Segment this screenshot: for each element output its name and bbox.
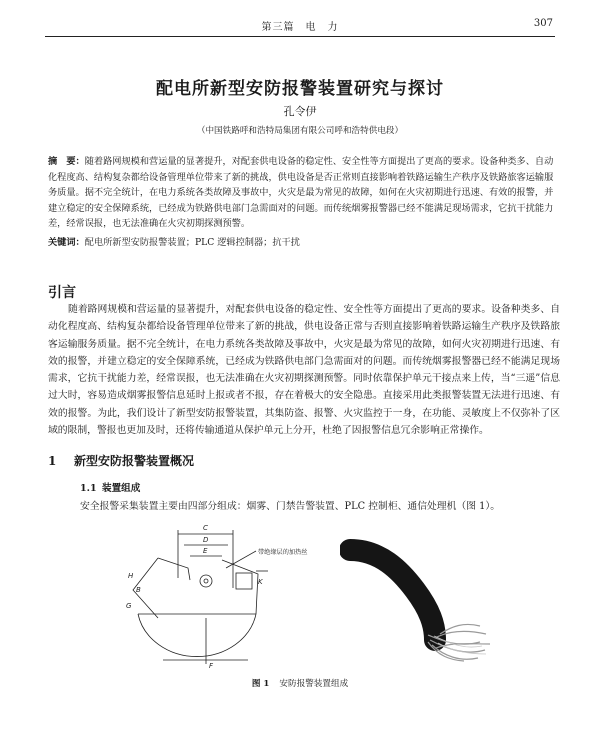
abstract-text: 随着路网规模和营运量的显著提升，对配套供电设备的稳定性、安全性等方面提出了更高的要求。设备种类多、自动化程度高、结构复杂都给设备管理单位带来了新的挑战，供电设备是否正常则直接影响着铁路运输生产秩序及铁路旅客运输服务质量。据不完全统计，在电力系统各类故障及事故中，火灾是最为常见的故障，如何在火灾初期进行迅速、有效的报警，并建立稳定的安全保障系统，已经成为铁路供电部门急需面对的问题。而传统烟雾报警器已经不能满足现场需求，它抗干扰能力差，经常误报，也无法准确在火灾初期探测预警。 xyxy=(48,156,554,230)
author-name: 孔令伊 xyxy=(283,105,317,118)
dim-label-c: C xyxy=(203,524,208,532)
section-1-number: 1 xyxy=(48,454,57,468)
dim-label-e: E xyxy=(203,547,208,555)
callout-leader xyxy=(226,551,256,568)
intro-heading: 引言 xyxy=(48,285,76,301)
dim-label-k: K xyxy=(258,578,263,586)
paper-title: 配电所新型安防报警装置研究与探讨 xyxy=(156,79,444,99)
page-number: 307 xyxy=(533,18,553,29)
header-section-label: 第三篇 电 力 xyxy=(261,22,339,33)
dim-label-g: G xyxy=(126,602,132,610)
heating-wire-callout: 带绝缘层的加热丝 xyxy=(258,549,308,556)
subsection-1-1-title: 装置组成 xyxy=(102,483,141,494)
center-pin xyxy=(200,575,212,587)
heating-cable-image xyxy=(340,530,495,665)
section-1-heading xyxy=(48,452,194,469)
keywords xyxy=(48,234,556,248)
right-shoulder xyxy=(222,560,258,614)
figure-number: 图 1 xyxy=(251,679,270,689)
running-header xyxy=(45,18,555,37)
keywords-label: 关键词： xyxy=(48,237,85,248)
author-affiliation: （中国铁路呼和浩特局集团有限公司呼和浩特供电段） xyxy=(196,126,404,136)
keywords-text: 配电所新型安防报警装置；PLC 逻辑控制器；抗干扰 xyxy=(84,237,300,248)
heating-wire-block xyxy=(236,573,252,589)
intro-paragraph: 随着路网规模和营运量的显著提升，对配套供电设备的稳定性、安全性等方面提出了更高的要求。设备种类多、自动化程度高、结构复杂都给设备管理单位带来了新的挑战，供电设备正常与否则直接影响着铁路运输生产秩序及铁路旅客运输服务质量。据不完全统计，在电力系统各类故障及事故中，火灾是最为常见的故障，如何火灾初期进行迅速、有效的报警，并建立稳定的安全保障系统，已经成为铁路供电部门急需面对的问题。而传统烟雾报警器已经不能满足现场需求，它抗干扰能力差，经常误报，也无法准确在火灾初期探测预警。同时依靠保护单元干接点来上传，当“三遥”信息过大时，容易造成烟雾报警信息延时上报或者不报，存在着极大的安全隐患。直接采用此类报警装置无法进行迅速、有效的报警。为此，我们设计了新型安防报警装置，其集防盗、报警、火灾监控于一身，在功能、灵敏度上不仅弥补了区域的限制，警报也更加及时，还将传输通道从保护单元上分开，杜绝了因报警信息冗余影响正常操作。 xyxy=(48,304,560,437)
cable-insulation xyxy=(350,550,435,640)
abstract xyxy=(48,154,556,232)
abstract-label: 摘 要： xyxy=(48,156,85,167)
subsection-1-1-heading xyxy=(80,480,140,494)
dim-label-d: D xyxy=(203,536,209,544)
figure-caption-text: 安防报警装置组成 xyxy=(279,679,349,689)
body-arc xyxy=(138,614,256,657)
section-1-title: 新型安防报警装置概况 xyxy=(74,454,195,468)
dim-label-h: H xyxy=(128,572,134,580)
dim-label-f: F xyxy=(209,662,214,670)
technical-drawing xyxy=(118,518,333,670)
section-1-paragraph: 安全报警采集装置主要由四部分组成：烟雾、门禁告警装置、PLC 控制柜、通信处理机（图 1）。 xyxy=(80,501,501,512)
subsection-1-1-number: 1.1 xyxy=(80,483,97,494)
dim-label-b: B xyxy=(136,586,141,594)
figure-caption xyxy=(0,677,600,689)
